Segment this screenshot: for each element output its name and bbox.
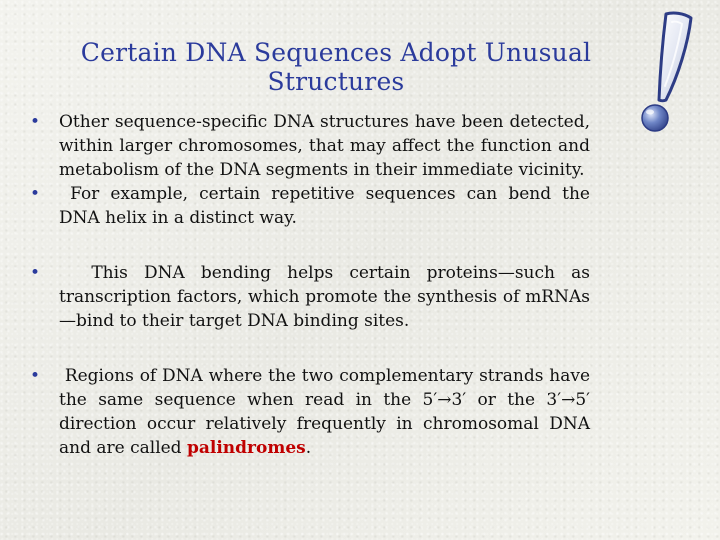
bullet-item [30, 110, 590, 182]
bullet-text: For example, certain repetitive sequences can bend the DNA helix in a distinct way. [59, 184, 596, 228]
bullet-list [30, 110, 596, 460]
bullet-text: Other sequence-specific DNA structures have been detected, within larger chromosomes, that may affect the function and metabolism of the DNA segments in their immediate vicinity. [59, 112, 590, 180]
exclamation-mark-icon [628, 8, 700, 134]
bullet-text: This DNA bending helps certain proteins—such as transcription factors, which promote the synthesis of mRNAs —bind to their target DNA binding sites. [59, 263, 596, 331]
bullet-item [30, 182, 596, 230]
bullet-marker: • [30, 263, 41, 283]
bullet-text-end: . [305, 438, 312, 458]
bullet-marker: • [30, 112, 41, 132]
slide-title: Certain DNA Sequences Adopt Unusual Structures [80, 38, 592, 96]
bullet-text [59, 366, 595, 458]
bullet-item [30, 261, 596, 333]
palindromes-term: palindromes [186, 438, 306, 458]
bullet-marker: • [30, 366, 41, 386]
bullet-text-start: Regions of DNA where the two complementary strands have the same sequence when read in the 5′→3′ or the 3′→5′ direction occur relatively frequently in chromosomal DNA and are called [59, 366, 596, 458]
bullet-item [30, 364, 596, 460]
bullet-marker: • [30, 184, 41, 204]
